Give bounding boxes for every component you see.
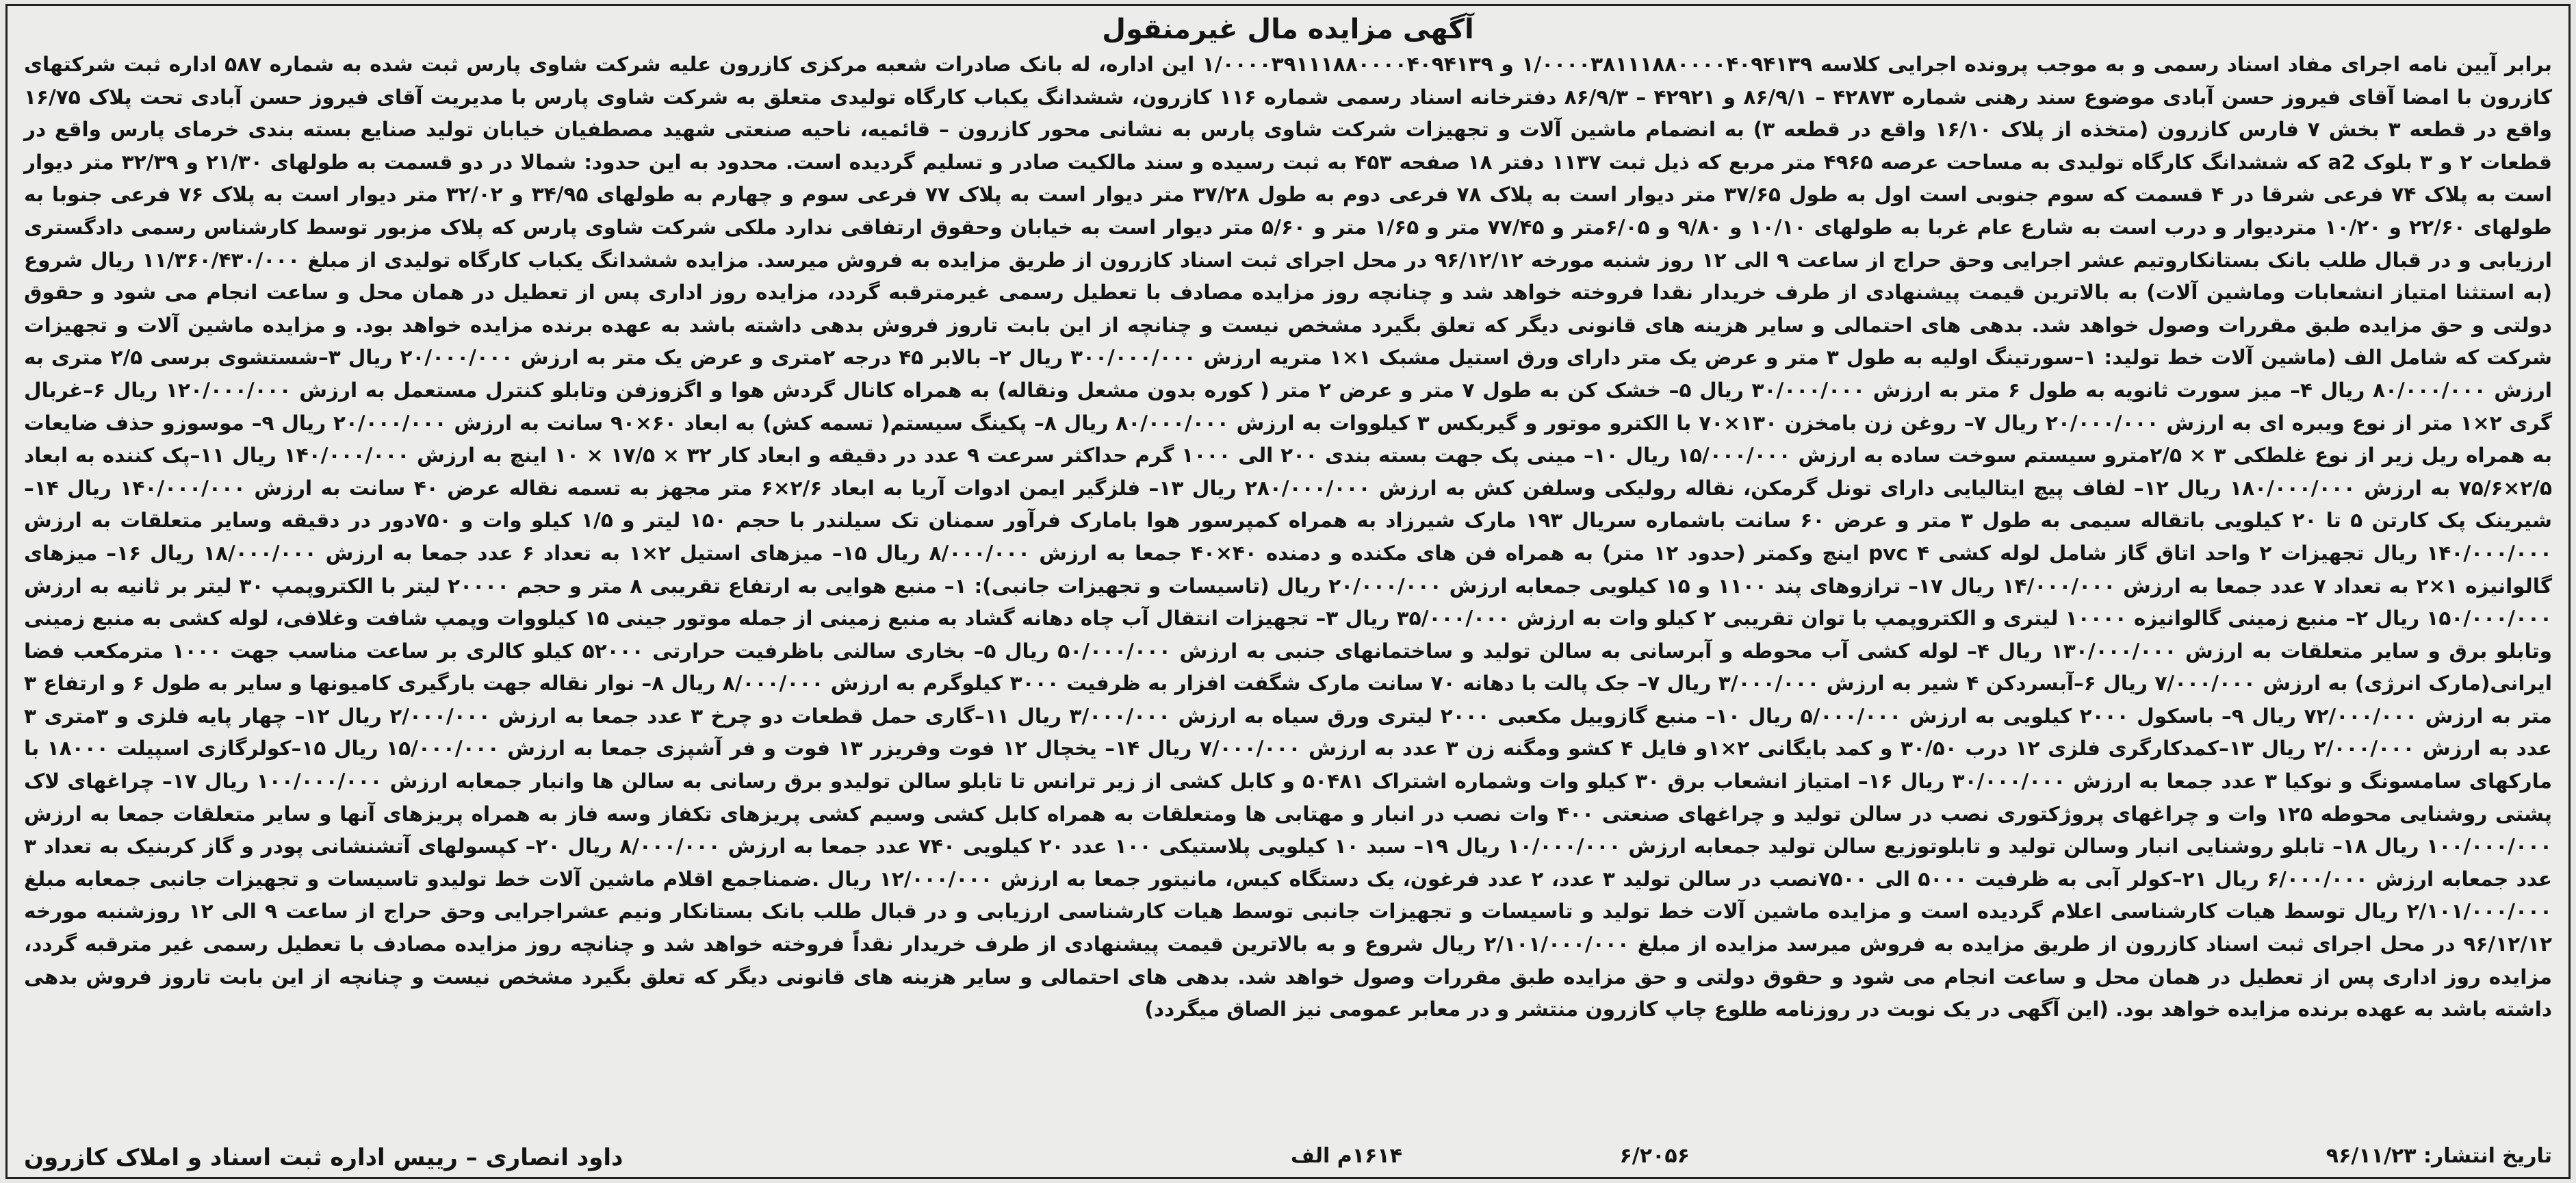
notice-footer (24, 1139, 2552, 1173)
reference-code-alef: ۱۶۱۴م الف (1291, 1144, 1402, 1168)
signature: داود انصاری – رییس اداره ثبت اسناد و املاک کازرون (24, 1144, 623, 1171)
notice-title: آگهی مزایده مال غیرمنقول (1102, 14, 1474, 45)
notice-box (5, 4, 2571, 1179)
notice-body: برابر آیین نامه اجرای مفاد اسناد رسمی و به موجب پرونده اجرایی کلاسه ۱/۰۰۰۰۳۸۱۱۱۸۸۰۰۰۰۴۰۹۴۱۳۹ و ۱/۰۰۰۰۳۹۱۱۱۸۸۰۰۰۰۴۰۹۴۱۳۹ این اداره، له بانک صادرات شعبه مرکزی کازرون علیه شرکت شاوی پارس ثبت شده به شماره ۵۸۷ اداره ثبت شرکتهای کازرون با امضا آقای فیروز حسن آبادی موضوع سند رهنی شماره ۴۲۸۷۳ – ۸۶/۹/۱ و ۴۲۹۲۱ – ۸۶/۹/۳ دفترخانه اسناد رسمی شماره ۱۱۶ کازرون، ششدانگ یکباب کارگاه تولیدی متعلق به شرکت شاوی پارس با مدیریت آقای فیروز حسن آبادی تحت پلاک ۱۶/۷۵ واقع در قطعه ۳ بخش ۷ فارس کازرون (متخذه از پلاک ۱۶/۱۰ واقع در قطعه ۳) به انضمام ماشین آلات و تجهیزات شرکت شاوی پارس به نشانی محور کازرون – قائمیه، ناحیه صنعتی شهید مصطفیان خیابان تولید صنایع بسته بندی خرمای پارس واقع در قطعات ۲ و ۳ بلوک a2 که ششدانگ کارگاه تولیدی به مساحت عرصه ۴۹۶۵ متر مربع که ذیل ثبت ۱۱۳۷ دفتر ۱۸ صفحه ۴۵۳ به ثبت رسیده و سند مالکیت صادر و تسلیم گردیده است. محدود به این حدود: شمالا در دو قسمت به طولهای ۲۱/۳۰ و ۳۲/۳۹ متر دیوار است به پلاک ۷۴ فرعی شرقا در ۴ قسمت که سوم جنوبی است اول به طول ۳۷/۶۵ متر دیوار است به پلاک ۷۸ فرعی دوم به طول ۳۷/۲۸ متر دیوار است به پلاک ۷۷ فرعی سوم و چهارم به طولهای ۳۴/۹۵ و ۳۲/۰۲ متر دیوار است به پلاک ۷۶ فرعی جنوبا به طولهای ۲۲/۶۰ و ۱۰/۲۰ متردیوار و درب است به شارع عام غربا به طولهای ۱۰/۱۰ و ۹/۸۰ و ۶/۰۵متر و ۷۷/۴۵ متر و ۱/۶۵ متر و ۵/۶۰ متر دیوار است به خیابان وحقوق ارتفاقی ندارد ملکی شرکت شاوی پارس که پلاک مزبور توسط کارشناس رسمی دادگستری ارزیابی و در قبال طلب بانک بستانکاروتیم عشر اجرایی وحق حراج از ساعت ۹ الی ۱۲ روز شنبه مورخه ۹۶/۱۲/۱۲ در محل اجرای ثبت اسناد کازرون از طریق مزایده به فروش میرسد. مزایده ششدانگ یکباب کارگاه تولیدی از مبلغ ۱۱/۳۶۰/۴۳۰/۰۰۰ ریال شروع (به استثنا امتیاز انشعابات وماشین آلات) به بالاترین قیمت پیشنهادی از طرف خریدار نقدا فروخته خواهد شد و چنانچه روز مزایده مصادف با تعطیل رسمی غیرمترقبه گردد، مزایده روز اداری پس از تعطیل در همان محل و ساعت انجام می شود و حقوق دولتی و حق مزایده طبق مقررات وصول خواهد شد. بدهی های احتمالی و سایر هزینه های قانونی دیگر که تعلق بگیرد مشخص نیست و چنانچه از این بابت تاروز فروش بدهی داشته باشد به عهده برنده مزایده خواهد بود. و مزایده ماشین آلات و تجهیزات شرکت که شامل الف (ماشین آلات خط تولید: ۱–سورتینگ اولیه به طول ۳ متر و عرض یک متر دارای ورق استیل مشبک ۱×۱ متریه ارزش ۳۰۰/۰۰۰/۰۰۰ ریال ۲– بالابر ۴۵ درجه ۲متری و عرض یک متر به ارزش ۲۰/۰۰۰/۰۰۰ ریال ۳–شستشوی برسی ۲/۵ متری به ارزش ۸۰/۰۰۰/۰۰۰ ریال ۴– میز سورت ثانویه به طول ۶ متر به ارزش ۳۰/۰۰۰/۰۰۰ ریال ۵– خشک کن به طول ۷ متر و عرض ۲ متر ( کوره بدون مشعل ونقاله) به همراه کانال گردش هوا و اگزوزفن وتابلو کنترل مستعمل به ارزش ۱۲۰/۰۰۰/۰۰۰ ریال ۶–غربال گری ۲×۱ متر از نوع ویبره ای به ارزش ۲۰/۰۰۰/۰۰۰ ریال ۷– روغن زن بامخزن ۱۳۰×۷۰ با الکترو موتور و گیربکس ۳ کیلووات به ارزش ۸۰/۰۰۰/۰۰۰ ریال ۸– پکینگ سیستم( تسمه کش) به ابعاد ۶۰×۹۰ سانت به ارزش ۲۰/۰۰۰/۰۰۰ ریال ۹– موسوزو حذف ضایعات به همراه ریل زیر از نوع غلطکی ۳ × ۲/۵مترو سیستم سوخت ساده به ارزش ۱۵/۰۰۰/۰۰۰ ریال ۱۰– مینی پک جهت بسته بندی ۲۰۰ الی ۱۰۰۰ گرم حداکثر سرعت ۹ عدد در دقیقه و ابعاد کار ۳۲ × ۱۷/۵ × ۱۰ اینچ به ارزش ۱۴۰/۰۰۰/۰۰۰ ریال ۱۱–پک کننده به ابعاد ۲/۵×۷۵/۶ به ارزش ۱۸۰/۰۰۰/۰۰۰ ریال ۱۲– لفاف پیچ ایتالیایی دارای تونل گرمکن، نقاله رولیکی وسلفن کش به ارزش ۲۸۰/۰۰۰/۰۰۰ ریال ۱۳– فلزگیر ایمن ادوات آریا به ابعاد ۲/۶×۶ متر مجهز به تسمه نقاله عرض ۴۰ سانت به ارزش ۱۴۰/۰۰۰/۰۰۰ ریال ۱۴– شیرینک پک کارتن ۵ تا ۲۰ کیلویی باتقاله سیمی به طول ۳ متر و عرض ۶۰ سانت باشماره سریال ۱۹۳ مارک شیرزاد به همراه کمپرسور هوا بامارک فرآور سمنان تک سیلندر با حجم ۱۵۰ لیتر و ۱/۵ کیلو وات و ۷۵۰دور در دقیقه وسایر متعلقات به ارزش ۱۴۰/۰۰۰/۰۰۰ ریال تجهیزات ۲ واحد اتاق گاز شامل لوله کشی pvc ۴ اینچ وکمتر (حدود ۱۲ متر) به همراه فن های مکنده و دمنده ۴۰×۴۰ جمعا به ارزش ۸/۰۰۰/۰۰۰ ریال ۱۵– میزهای استیل ۲×۱ به تعداد ۶ عدد جمعا به ارزش ۱۸/۰۰۰/۰۰۰ ریال ۱۶– میزهای گالوانیزه ۱×۲ به تعداد ۷ عدد جمعا به ارزش ۱۴/۰۰۰/۰۰۰ ریال ۱۷– ترازوهای پند ۱۱۰۰ و ۱۵ کیلویی جمعابه ارزش ۲۰/۰۰۰/۰۰۰ ریال (تاسیسات و تجهیزات جانبی): ۱– منبع هوایی به ارتفاع تقریبی ۸ متر و حجم ۲۰۰۰۰ لیتر با الکتروپمپ ۳۰ لیتر بر ثانیه به ارزش ۱۵۰/۰۰۰/۰۰۰ ریال ۲– منبع زمینی گالوانیزه ۱۰۰۰۰ لیتری و الکتروپمپ با توان تقریبی ۲ کیلو وات به ارزش ۳۵/۰۰۰/۰۰۰ ریال ۳– تجهیزات انتقال آب چاه دهانه گشاد به منبع زمینی از جمله موتور جینی ۱۵ کیلووات وپمپ شافت وغلافی، لوله کشی به منبع زمینی وتابلو برق و سایر متعلقات به ارزش ۱۳۰/۰۰۰/۰۰۰ ریال ۴– لوله کشی آب محوطه و آبرسانی به سالن تولید و ساختمانهای جنبی به ارزش ۵۰/۰۰۰/۰۰۰ ریال ۵– بخاری سالنی باظرفیت حرارتی ۵۲۰۰۰ کیلو کالری بر ساعت مناسب جهت ۱۰۰۰ مترمکعب فضا ایرانی(مارک انرژی) به ارزش ۷/۰۰۰/۰۰۰ ریال ۶–آبسردکن ۴ شیر به ارزش ۳/۰۰۰/۰۰۰ ریال ۷– جک پالت با دهانه ۷۰ سانت مارک شگفت افزار به ظرفیت ۳۰۰۰ کیلوگرم به ارزش ۸/۰۰۰/۰۰۰ ریال ۸– نوار نقاله جهت بارگیری کامیونها و سایر به طول ۶ و ارتفاع ۳ متر به ارزش ۷۲/۰۰۰/۰۰۰ ریال ۹– باسکول ۲۰۰۰ کیلویی به ارزش ۵/۰۰۰/۰۰۰ ریال ۱۰– منبع گازوییل مکعبی ۲۰۰۰ لیتری ورق سیاه به ارزش ۳/۰۰۰/۰۰۰ ریال ۱۱–گاری حمل قطعات دو چرخ ۳ عدد جمعا به ارزش ۲/۰۰۰/۰۰۰ ریال ۱۲– چهار پایه فلزی و ۳متری ۳ عدد به ارزش ۲/۰۰۰/۰۰۰ ریال ۱۳–کمدکارگری فلزی ۱۲ درب ۳۰/۵۰ و کمد بایگانی ۲×۱و فایل ۴ کشو ومگنه زن ۳ عدد به ارزش ۷/۰۰۰/۰۰۰ ریال ۱۴– یخچال ۱۲ فوت وفریزر ۱۳ فوت و فر آشپزی جمعا به ارزش ۱۵/۰۰۰/۰۰۰ ریال ۱۵–کولرگازی اسپیلت ۱۸۰۰۰ با مارکهای سامسونگ و نوکیا ۳ عدد جمعا به ارزش ۳۰/۰۰۰/۰۰۰ ریال ۱۶– امتیاز انشعاب برق ۳۰ کیلو وات وشماره اشتراک ۵۰۴۸۱ و کابل کشی از زیر ترانس تا تابلو سالن تولیدو برق رسانی به سالن ها وانبار جمعابه ارزش ۱۰۰/۰۰۰/۰۰۰ ریال ۱۷– چراغهای لاک پشتی روشنایی محوطه ۱۲۵ وات و چراغهای پروژکتوری نصب در سالن تولید و چراغهای صنعتی ۴۰۰ وات نصب در انبار و مهتابی ها ومتعلقات به همراه کابل کشی وسیم کشی پریزهای تکفاز وسه فاز به همراه پریزهای آنها و سایر متعلقات جمعا به ارزش ۱۰۰/۰۰۰/۰۰۰ ریال ۱۸– تابلو روشنایی انبار وسالن تولید و تابلوتوزیع سالن تولید جمعابه ارزش ۱۰/۰۰۰/۰۰۰ ریال ۱۹– سبد ۱۰ کیلویی پلاستیکی ۱۰۰ عدد ۲۰ کیلویی ۷۴۰ عدد جمعا به ارزش ۸/۰۰۰/۰۰۰ ریال ۲۰– کپسولهای آتشنشانی پودر و گاز کربنیک به تعداد ۳ عدد جمعابه ارزش ۶/۰۰۰/۰۰۰ ریال ۲۱–کولر آبی به ظرفیت ۵۰۰۰ الی ۷۵۰۰نصب در سالن تولید ۳ عدد، ۲ عدد فرغون، یک دستگاه کیس، مانیتور جمعا به ارزش ۱۲/۰۰۰/۰۰۰ ریال .ضمناجمع اقلام ماشین آلات خط تولیدو تاسیسات و تجهیزات جانبی جمعابه مبلغ ۲/۱۰۱/۰۰۰/۰۰۰ ریال توسط هیات کارشناسی اعلام گردیده است و مزایده ماشین آلات خط تولید و تاسیسات و تجهیزات جانبی توسط هیات کارشناسی ارزیابی و در قبال طلب بانک بستانکار ونیم عشراجرایی وحق حراج از ساعت ۹ الی ۱۲ روزشنبه مورخه ۹۶/۱۲/۱۲ در محل اجرای ثبت اسناد کازرون از طریق مزایده به فروش میرسد مزایده از مبلغ ۲/۱۰۱/۰۰۰/۰۰۰ ریال شروع و به بالاترین قیمت پیشنهادی از طرف خریدار نقداً فروخته خواهد شد و چنانچه روز مزایده مصادف با تعطیل رسمی غیر مترقبه گردد، مزایده روز اداری پس از تعطیل در همان محل و ساعت انجام می شود و حقوق دولتی و حق مزایده طبق مقررات وصول خواهد شد. بدهی های احتمالی و سایر هزینه های قانونی دیگر که تعلق بگیرد مشخص نیست و چنانچه از این بابت تاروز فروش بدهی داشته باشد به عهده برنده مزایده خواهد بود. (این آگهی در یک نوبت در روزنامه طلوع چاپ کازرون منتشر و در معابر عمومی نیز الصاق میگردد) (24, 53, 2553, 1021)
publish-date: تاریخ انتشار: ۹۶/۱۱/۲۳ (2326, 1144, 2552, 1168)
reference-code: ۶/۲۰۵۶ (1619, 1144, 1690, 1168)
